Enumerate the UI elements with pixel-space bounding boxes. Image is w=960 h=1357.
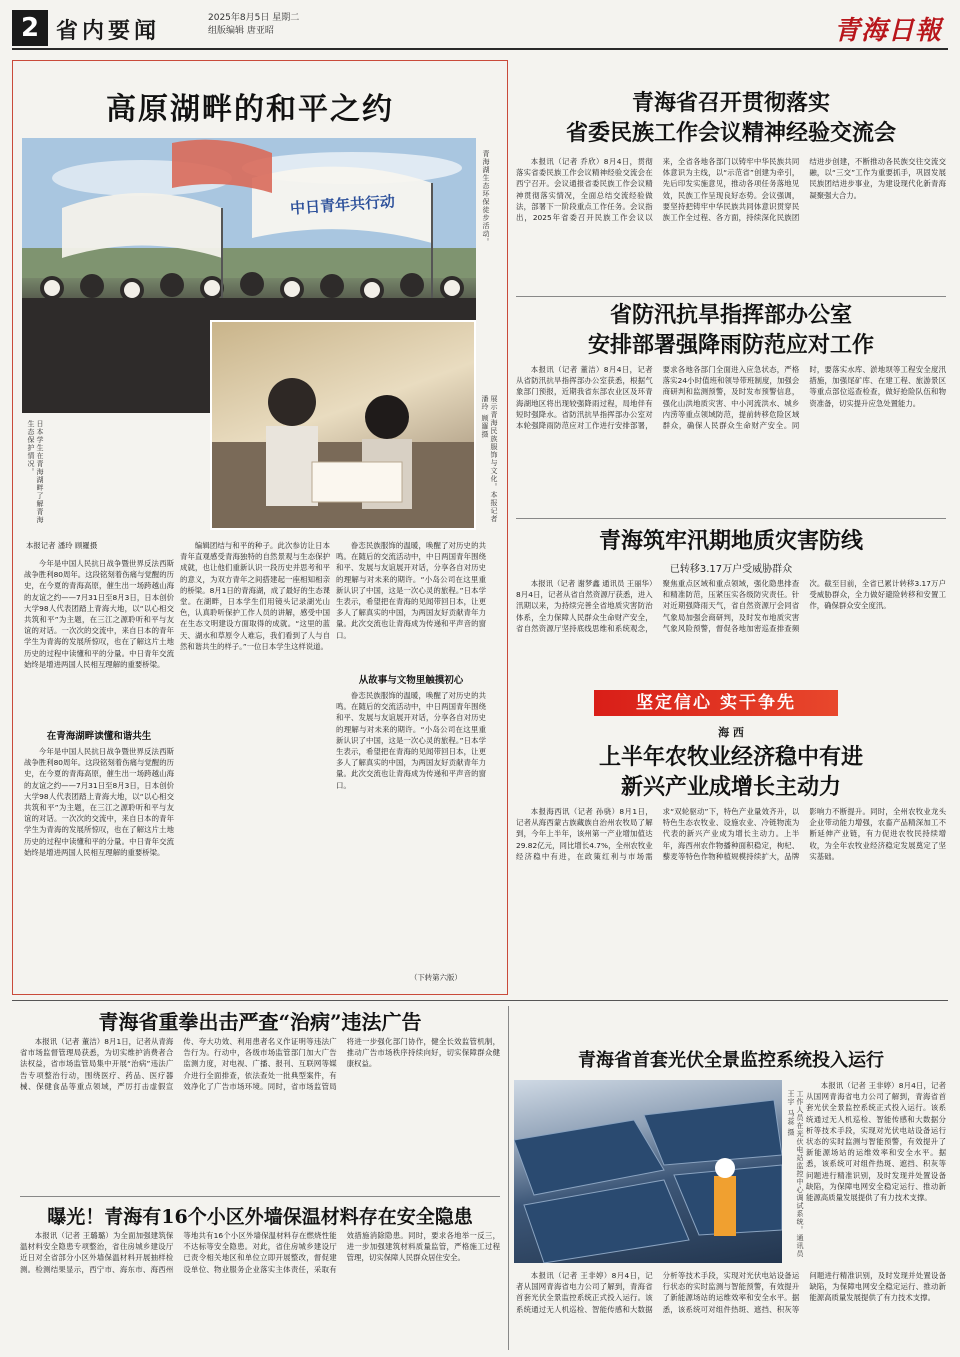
feature-photo-inset [210,320,476,530]
article1-body: 本报讯（记者 乔欣）8月4日，贯彻落实省委民族工作会议精神经验交流会在西宁召开。会议通报省委民族工作会议精神贯彻落实情况，全面总结交流经验做法，部署下一阶段重点工作任务。会议指出，2025年省委召开民族工作会议以来，全省各地各部门以铸牢中华民族共同体意识为主线，以“示范省”创建为牵引，先后印发实施意见，推动各项任务落地见效，民族工作呈现良好态势。会议强调，要坚持把铸牢中华民族共同体意识贯穿民族工作全过程、各方面，持续深化民族团结进步创建，不断推动各民族交往交流交融，以“三交”工作为重要抓手，巩固发展民族团结进步事业，为建设现代化新青海凝聚强大合力。 [516,157,946,223]
article3-body: 本报讯（记者 谢梦鑫 通讯员 王丽华）8月4日，记者从省自然资源厅获悉，进入汛期以来，为持续完善全省地质灾害防治体系，全力保障人民群众生命财产安全，省自然资源厅坚持底线思维和系统观念，聚焦重点区域和重点领域，强化隐患排查和精准防范，压紧压实各级防灾责任。针对近期强降雨天气，省自然资源厅会同省气象局加强会商研判，及时发布地质灾害气象风险预警，督促各地加密巡查排查频次。截至目前，全省已累计转移3.17万户受威胁群众，全力做好避险转移和安置工作，确保群众安全度汛。 [516,579,946,633]
article7-body-side: 本报讯（记者 王非婷）8月4日，记者从国网青海省电力公司了解到，青海省首套光伏全景监控系统正式投入运行。该系统通过无人机巡检、智能传感和大数据分析等技术手段，实现对光伏电站设备运行状态的实时监测与智能预警，有效提升了新能源场站的运维效率和安全水平。据悉，该系统可对组件热斑、遮挡、积灰等问题进行精准识别，及时发现并处置设备缺陷，为保障电网安全稳定运行、推动新能源高质量发展提供了有力技术支撑。 [806,1081,946,1203]
issue-meta [208,12,299,38]
article7-photo [514,1080,782,1263]
article2-title: 省防汛抗旱指挥部办公室 安排部署强降雨防范应对工作 [587,302,874,358]
feature-title: 高原湖畔的和平之约 [106,92,394,127]
article7-body: 本报讯（记者 王非婷）8月4日，记者从国网青海省电力公司了解到，青海省首套光伏全景监控系统正式投入运行。该系统通过无人机巡检、智能传感和大数据分析等技术手段，实现对光伏电站设备运行状态的实时监测与智能预警，有效提升了新能源场站的运维效率和安全水平。据悉，该系统可对组件热斑、遮挡、积灰等问题进行精准识别，及时发现并处置设备缺陷，为保障电网安全稳定运行、推动新能源高质量发展提供了有力技术支撑。 [516,1271,946,1314]
article3-subtitle: 已转移3.17万户受威胁群众 [669,564,793,575]
issue-editors: 组版编辑 唐亚昭 [208,26,274,36]
page-number: 2 [12,10,48,46]
divider [516,518,946,519]
article5-title: 青海省重拳出击严查“治病”违法广告 [98,1010,422,1034]
article6-body: 本报讯（记者 王璐璐）为全面加强建筑保温材料安全隐患专项整治，省住房城乡建设厅近日对全省部分小区外墙保温材料开展抽样检测。检测结果显示，西宁市、海东市、海西州等地共有16个小区外墙保温材料存在燃烧性能不达标等安全隐患。对此，省住房城乡建设厅已责令相关地区和单位立即开展整改，督促建设单位、物业服务企业落实主体责任，采取有效措施消除隐患。同时，要求各地举一反三，进一步加强建筑材料质量监管，严格施工过程管理，切实保障人民群众居住安全。 [20,1231,500,1274]
masthead [12,6,948,50]
divider [508,1006,509,1350]
article3-title: 青海筑牢汛期地质灾害防线 [598,528,863,554]
article1-title: 青海省召开贯彻落实 省委民族工作会议精神经验交流会 [565,90,896,146]
article4-kicker: 海 西 [718,726,744,739]
photo-main-caption: 青海湖生态环保徒步活动。 [482,150,490,246]
article6-title: 曝光！青海有16个小区外墙保温材料存在安全隐患 [47,1206,473,1228]
article7-title: 青海省首套光伏全景监控系统投入运行 [578,1050,884,1071]
feature-col3b: 眷恋民族服饰的温暖，唤醒了对历史的共鸣。在随后的交流活动中，中日两国青年围绕和平、发展与友谊展开对话，分享各自对历史的理解与对未来的期许。“小岛公司在这里重新认识了中国，这是一次心灵的旅程。”日本学生表示，希望把在青海的见闻带回日本，让更多人了解真实的中国，为两国友好贡献青年力量。此次交流也让青海成为传递和平声音的窗口。 [336,691,486,790]
slogan-banner: 坚定信心 实干争先 [594,690,838,716]
article7-photo-caption: 工作人员在光伏电站监控中心调试系统。通讯员 王宇 马蕊 摄 [787,1090,804,1258]
continued-note: （下转第六版） [410,973,462,982]
feature-subhead-2: 从故事与文物里触摸初心 [358,675,464,686]
article4-title: 上半年农牧业经济稳中有进 新兴产业成增长主动力 [598,744,863,800]
feature-subhead-1: 在青海湖畔读懂和谐共生 [46,731,152,742]
exhibit-illustration [212,322,474,528]
photo-left-caption: 日本学生在青海湖畔了解青海生态保护情况。 [27,420,44,524]
divider [20,1196,500,1197]
feature-col3: 眷恋民族服饰的温暖，唤醒了对历史的共鸣。在随后的交流活动中，中日两国青年围绕和平、发展与友谊展开对话，分享各自对历史的理解与对未来的期许。“小岛公司在这里重新认识了中国，这是一次心灵的旅程。”日本学生表示，希望把在青海的见闻带回日本，让更多人了解真实的中国，为两国友好贡献青年力量。此次交流也让青海成为传递和平声音的窗口。 [336,541,486,640]
solar-panel-illustration [514,1080,782,1263]
newspaper-logo: 青海日報 [833,16,942,46]
feature-col2: 编辑团结与和平的种子。此次参访让日本青年直观感受青海独特的自然景观与生态保护成就，也让他们重新认识一段历史并思考和平的意义，为双方青年之间搭建起一座相知相亲的桥梁。8月1日的青海湖，成了最好的生态课堂。在湖畔，日本学生们用镜头记录湖光山色，认真聆听保护工作人员的讲解，感受中国在生态文明建设方面取得的成就。“这里的蓝天、湖水和草原令人难忘，我们看到了人与自然和谐共生的样子。”一位日本学生这样说道。 [180,541,330,651]
divider [12,1000,948,1001]
article4-body: 本报海西讯（记者 孙骁）8月1日，记者从海西蒙古族藏族自治州农牧局了解到，今年上半年，该州第一产业增加值达29.82亿元，同比增长4.7%，全州农牧业经济稳中有进，在政策红利与市场需求“双轮驱动”下，特色产业量效齐升，以特色生态农牧业、设施农业、冷链物流为代表的新兴产业成为增长主动力。上半年，海西州农作物播种面积稳定，枸杞、藜麦等特色作物种植规模持续扩大，品牌影响力不断提升。同时，全州农牧业龙头企业带动能力增强，农畜产品精深加工不断延伸产业链，有力促进农牧民持续增收，为全年农牧业经济稳定发展奠定了坚实基础。 [516,807,946,861]
photo-inset-caption: 展示青海民族服饰与文化。本报记者 潘玲 顾羅摄 [481,395,498,523]
feature-byline: 本报记者 潘玲 顾羅摄 [26,541,98,550]
issue-date: 2025年8月5日 星期二 [208,13,300,23]
article2-body: 本报讯（记者 董洁）8月4日，记者从省防汛抗旱指挥部办公室获悉，根据气象部门预报，近期我省东部农业区及环青海湖地区将出现较强降雨过程，局地伴有短时强降水。省防汛抗旱指挥部办公室对本轮强降雨防范应对工作进行安排部署，要求各地各部门全面进入应急状态，严格落实24小时值班和领导带班制度，加强会商研判和监测预警，及时发布预警信息，强化山洪地质灾害、中小河流洪水、城乡内涝等重点领域防范，提前转移危险区域群众，确保人民群众生命财产安全。同时，要落实水库、淤地坝等工程安全度汛措施，加强尾矿库、在建工程、旅游景区等重点部位巡查检查，做好抢险队伍和物资准备，切实提升应急处置能力。 [516,365,946,431]
flag-text: 中日青年共行动 [289,192,396,218]
section-title: 省内要闻 [56,19,161,44]
divider [516,296,946,297]
feature-col1b: 今年是中国人民抗日战争暨世界反法西斯战争胜利80周年。这段铭刻着伤痛与觉醒的历史，在今夏的青海高原，催生出一场跨越山海的友谊之约——7月31日至8月3日，日本创价大学98人代表团踏上青海大地，以“以心相交 共筑和平”为主题，在三江之源聆听和平与友谊的对话。一次次的交流中，来自日本的青年学生为青海的发展所惊叹，也在了解这片土地历史的过程中读懂和平的分量。中日青年交流始终是增进两国人民相互理解的重要桥梁。 [24,747,174,857]
feature-col1: 今年是中国人民抗日战争暨世界反法西斯战争胜利80周年。这段铭刻着伤痛与觉醒的历史，在今夏的青海高原，催生出一场跨越山海的友谊之约——7月31日至8月3日，日本创价大学98人代表团踏上青海大地，以“以心相交 共筑和平”为主题，在三江之源聆听和平与友谊的对话。一次次的交流中，来自日本的青年学生为青海的发展所惊叹，也在了解这片土地历史的过程中读懂和平的分量。中日青年交流始终是增进两国人民相互理解的重要桥梁。 [24,559,174,669]
article5-body: 本报讯（记者 董洁）8月1日，记者从青海省市场监督管理局获悉，为切实维护消费者合法权益，省市场监管局集中开展“治病”违法广告专项整治行动，围绕医疗、药品、医疗器械、保健食品等重点领域，严厉打击虚假宣传、夸大功效、利用患者名义作证明等违法广告行为。行动中，各级市场监管部门加大广告监测力度，对电视、广播、报刊、互联网等媒介进行全面排查，依法查处一批典型案件，有效净化了广告市场环境。同时，省市场监管局将进一步强化部门协作，健全长效监管机制，推动广告市场秩序持续向好，切实保障群众健康权益。 [20,1037,500,1091]
